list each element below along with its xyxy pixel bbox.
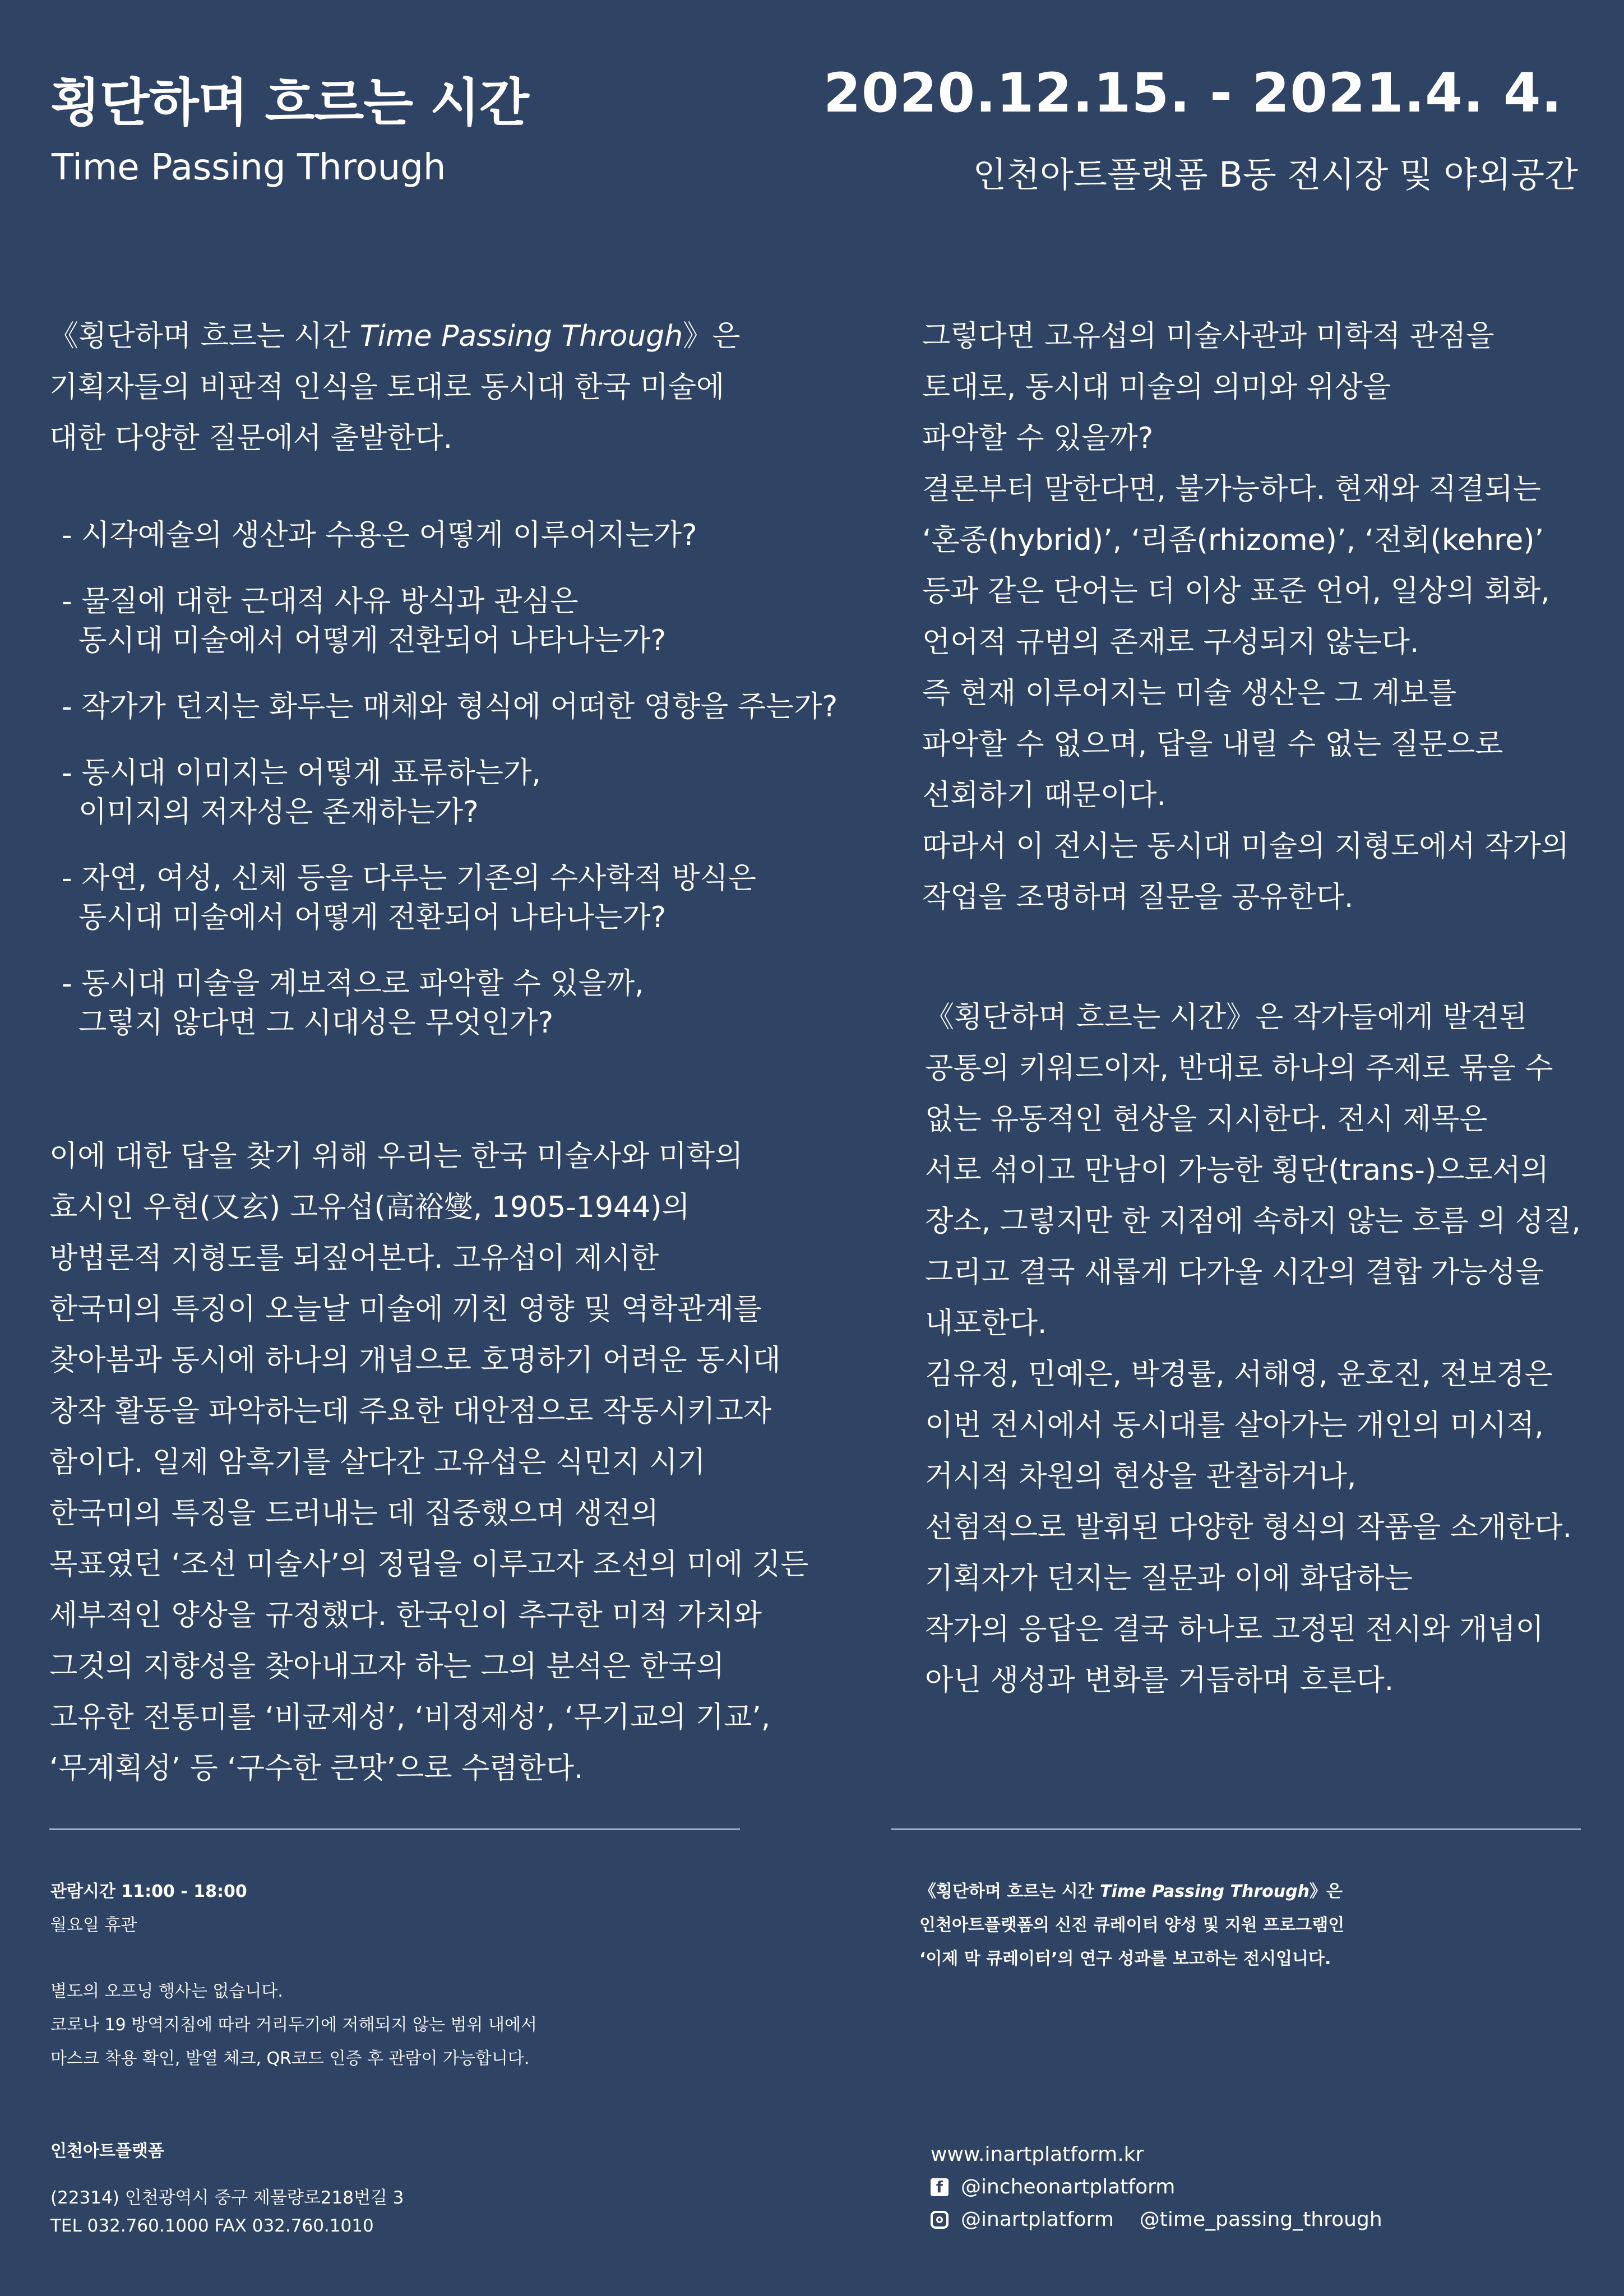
body-line: 작가의 응답은 결국 하나로 고정된 전시와 개념이 <box>925 1613 1544 1646</box>
body-line: 고유한 전통미를 ‘비균제성’, ‘비정제성’, ‘무기교의 기교’, <box>49 1701 771 1734</box>
opening-hours: 관람시간 11:00 - 18:00 <box>50 1882 247 1901</box>
body-line: 서로 섞이고 만남이 가능한 횡단(trans-)으로서의 <box>925 1154 1549 1187</box>
intro-prefix: 《횡단하며 흐르는 시간 <box>49 320 360 353</box>
body-line: 방법론적 지형도를 되짚어본다. 고유섭이 제시한 <box>49 1242 659 1275</box>
footer-divider-left <box>49 1829 740 1830</box>
website-row <box>931 2138 1592 2171</box>
question-item <box>62 687 875 726</box>
body-line: 그것의 지향성을 찾아내고자 하는 그의 분석은 한국의 <box>49 1650 725 1683</box>
intro-line-3: 대한 다양한 질문에서 출발한다. <box>49 422 453 455</box>
question-line: - 물질에 대한 근대적 사유 방식과 관심은 <box>62 585 579 618</box>
question-item <box>62 859 875 937</box>
left-body-paragraph <box>49 1131 845 1794</box>
question-line: - 시각예술의 생산과 수용은 어떻게 이루어지는가? <box>62 519 697 552</box>
body-line: ‘혼종(hybrid)’, ‘리좀(rhizome)’, ‘전회(kehre)’ <box>922 524 1544 557</box>
intro-suffix: 》은 <box>683 320 741 353</box>
body-line: 결론부터 말한다면, 불가능하다. 현재와 직결되는 <box>922 473 1541 506</box>
question-line: 동시대 미술에서 어떻게 전환되어 나타나는가? <box>78 901 667 934</box>
question-line: - 동시대 이미지는 어떻게 표류하는가, <box>62 756 541 790</box>
intro-line-1 <box>49 311 845 362</box>
facebook-row <box>931 2171 1592 2204</box>
right-body-paragraph-1 <box>922 311 1584 923</box>
intro-title-italic: Time Passing Through <box>359 320 683 353</box>
footer-left-address <box>50 2135 779 2240</box>
question-line: - 자연, 여성, 신체 등을 다루는 기존의 수사학적 방식은 <box>62 862 756 895</box>
body-line: 《횡단하며 흐르는 시간》은 작가들에게 발견된 <box>925 1001 1528 1034</box>
body-line: 내포한다. <box>925 1307 1047 1340</box>
footer-contact <box>931 2138 1592 2236</box>
footer-program-line: 인천아트플랫폼의 신진 큐레이터 양성 및 지원 프로그램인 <box>919 1915 1345 1935</box>
question-line: 그렇지 않다면 그 시대성은 무엇인가? <box>78 1006 554 1040</box>
closed-day: 월요일 휴관 <box>50 1915 137 1935</box>
notice-line: 코로나 19 방역지침에 따라 거리두기에 저해되지 않는 범위 내에서 <box>50 2015 537 2035</box>
body-line: 선험적으로 발휘된 다양한 형식의 작품을 소개한다. <box>925 1511 1572 1544</box>
footer-title-italic: Time Passing Through <box>1100 1882 1310 1901</box>
question-item <box>62 964 875 1043</box>
footer-divider-right <box>891 1829 1581 1830</box>
exhibition-title-korean: 횡단하며 흐르는 시간 <box>50 73 529 133</box>
footer-left-info <box>50 1875 779 2076</box>
body-line: 세부적인 양상을 규정했다. 한국인이 추구한 미적 가치와 <box>49 1599 762 1632</box>
instagram-icon <box>931 2211 949 2229</box>
body-line: 따라서 이 전시는 동시대 미술의 지형도에서 작가의 <box>922 830 1570 863</box>
body-line: 토대로, 동시대 미술의 의미와 위상을 <box>922 371 1391 404</box>
body-line: 찾아봄과 동시에 하나의 개념으로 호명하기 어려운 동시대 <box>49 1344 781 1377</box>
right-body-paragraph-2 <box>925 992 1586 1706</box>
intro-paragraph <box>49 311 845 464</box>
question-line: 이미지의 저자성은 존재하는가? <box>78 795 479 829</box>
body-line: 공통의 키워드이자, 반대로 하나의 주제로 묶을 수 <box>925 1052 1553 1085</box>
body-line: 이에 대한 답을 찾기 위해 우리는 한국 미술사와 미학의 <box>49 1140 743 1173</box>
question-item <box>62 516 875 555</box>
body-line: 목표였던 ‘조선 미술사’의 정립을 이루고자 조선의 미에 깃든 <box>49 1548 809 1581</box>
body-line: 한국미의 특징을 드러내는 데 집중했으며 생전의 <box>49 1497 659 1530</box>
body-line: 창작 활동을 파악하는데 주요한 대안점으로 작동시키고자 <box>49 1395 772 1428</box>
organization-name: 인천아트플랫폼 <box>50 2141 164 2161</box>
address: (22314) 인천광역시 중구 제물량로218번길 3 <box>50 2188 404 2208</box>
body-line: 언어적 규범의 존재로 구성되지 않는다. <box>922 626 1419 659</box>
notice-line: 별도의 오프닝 행사는 없습니다. <box>50 1982 283 2001</box>
body-line: 그리고 결국 새롭게 다가올 시간의 결합 가능성을 <box>925 1256 1544 1289</box>
body-line: 즉 현재 이루어지는 미술 생산은 그 계보를 <box>922 677 1457 710</box>
body-line: 선회하기 때문이다. <box>922 779 1166 812</box>
body-line: ‘무계획성’ 등 ‘구수한 큰맛’으로 수렴한다. <box>49 1752 584 1785</box>
question-line: - 작가가 던지는 화두는 매체와 형식에 어떠한 영향을 주는가? <box>62 690 838 724</box>
intro-line-2: 기획자들의 비판적 인식을 토대로 동시대 한국 미술에 <box>49 371 725 404</box>
facebook-handle[interactable]: @incheonartplatform <box>961 2175 1176 2198</box>
body-line: 이번 전시에서 동시대를 살아가는 개인의 미시적, <box>925 1409 1544 1442</box>
instagram-handle-exhibition[interactable]: @time_passing_through <box>1139 2208 1382 2231</box>
body-line: 장소, 그렇지만 한 지점에 속하지 않는 흐름 의 성질, <box>925 1205 1581 1238</box>
facebook-icon: f <box>931 2178 949 2196</box>
body-line: 파악할 수 있을까? <box>922 422 1154 455</box>
instagram-handle-platform[interactable]: @inartplatform <box>961 2208 1114 2231</box>
question-list <box>62 516 875 1070</box>
body-line: 효시인 우현(又玄) 고유섭(高裕燮, 1905-1944)의 <box>49 1191 690 1224</box>
body-line: 작업을 조명하며 질문을 공유한다. <box>922 881 1354 914</box>
exhibition-title-english: Time Passing Through <box>52 147 446 188</box>
footer-report-line: ‘이제 막 큐레이터’의 연구 성과를 보고하는 전시입니다. <box>919 1949 1331 1969</box>
website-link[interactable]: www.inartplatform.kr <box>931 2143 1144 2166</box>
body-line: 거시적 차원의 현상을 관찰하거나, <box>925 1460 1357 1493</box>
body-line: 아닌 생성과 변화를 거듭하며 흐른다. <box>925 1664 1394 1697</box>
body-line: 파악할 수 없으며, 답을 내릴 수 없는 질문으로 <box>922 728 1503 761</box>
question-line: - 동시대 미술을 계보적으로 파악할 수 있을까, <box>62 967 644 1001</box>
body-line: 기획자가 던지는 질문과 이에 화답하는 <box>925 1562 1413 1595</box>
exhibition-venue: 인천아트플랫폼 B동 전시장 및 야외공간 <box>973 154 1578 195</box>
body-line: 함이다. 일제 암흑기를 살다간 고유섭은 식민지 시기 <box>49 1446 706 1479</box>
body-line: 등과 같은 단어는 더 이상 표준 언어, 일상의 회화, <box>922 575 1550 608</box>
exhibition-dates: 2020.12.15. - 2021.4. 4. <box>823 62 1562 124</box>
body-line: 없는 유동적인 현상을 지시한다. 전시 제목은 <box>925 1103 1488 1136</box>
body-line: 한국미의 특징이 오늘날 미술에 끼친 영향 및 역학관계를 <box>49 1293 762 1326</box>
body-line: 그렇다면 고유섭의 미술사관과 미학적 관점을 <box>922 320 1495 353</box>
footer-title-prefix: 《횡단하며 흐르는 시간 <box>919 1882 1100 1901</box>
footer-right-info <box>919 1875 1592 1976</box>
instagram-row <box>931 2204 1592 2236</box>
question-item <box>62 753 875 832</box>
body-line: 김유정, 민예은, 박경률, 서해영, 윤호진, 전보경은 <box>925 1358 1553 1391</box>
footer-title-suffix: 》은 <box>1309 1882 1343 1901</box>
question-line: 동시대 미술에서 어떻게 전환되어 나타나는가? <box>78 624 667 658</box>
telephone: TEL 032.760.1000 FAX 032.760.1010 <box>50 2216 374 2236</box>
question-item <box>62 582 875 660</box>
notice-line: 마스크 착용 확인, 발열 체크, QR코드 인증 후 관람이 가능합니다. <box>50 2049 530 2068</box>
